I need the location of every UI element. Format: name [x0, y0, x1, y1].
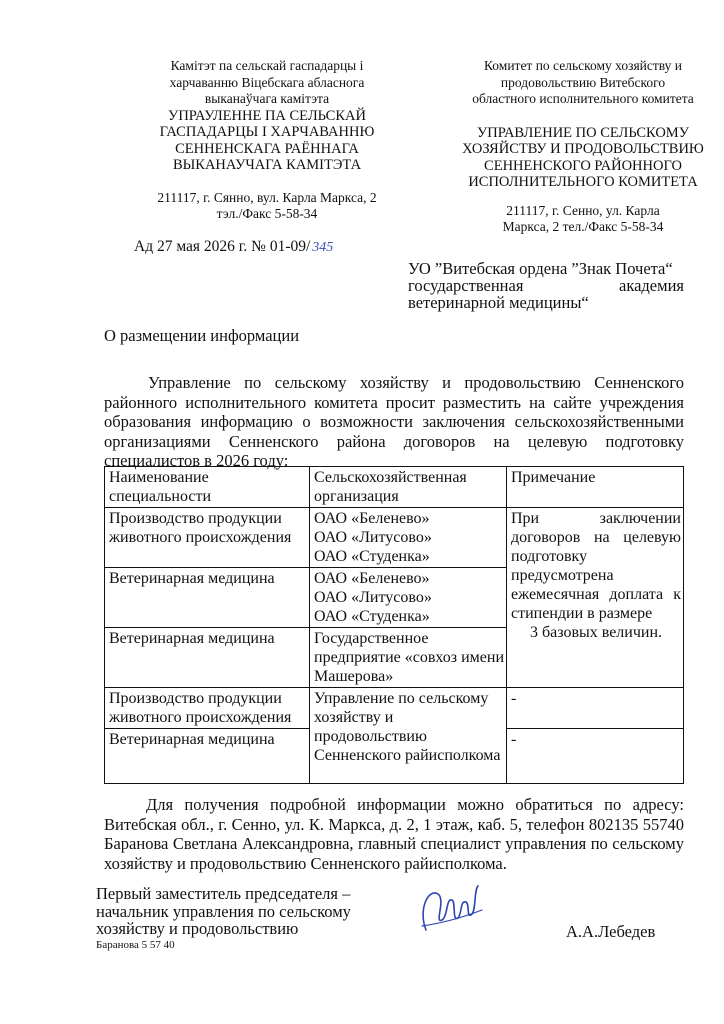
table-row	[105, 508, 684, 568]
recipient-line: УО ”Витебская ордена ”Знак Почета“	[408, 259, 673, 278]
left-letterhead	[132, 58, 402, 223]
organization-name: ОАО «Беленево»	[314, 570, 430, 587]
left-header-line: Камітэт па сельскай гаспадарцы і	[170, 58, 364, 73]
note-text: 3 базовых величин.	[529, 624, 663, 641]
specialty-cell: Производство продукции животного происхождения	[105, 688, 310, 729]
signer-name: А.А.Лебедев	[566, 922, 656, 941]
left-header-phone: тэл./Факс 5-58-34	[216, 206, 318, 221]
outgoing-number-text: Ад 27 мая 2026 г. № 01-09/	[134, 238, 311, 255]
outgoing-number	[134, 238, 333, 256]
left-header-upper: СЕННЕНСКАГА РАЁННАГА	[175, 140, 359, 157]
header-spacer	[438, 108, 724, 125]
intro-paragraph: Управление по сельскому хозяйству и продовольствию Сенненского районного исполнительного комитета просит разместить на сайте учреждения образования информацию о возможности заключения сельскохозяйственными организациями Сенненского района договоров на целевую подготовку специалистов в 2026 году:	[104, 373, 684, 470]
signer-line: хозяйству и продовольствию	[96, 919, 299, 938]
organization-name: ОАО «Литусово»	[314, 589, 432, 606]
specialty-cell: Ветеринарная медицина	[105, 729, 310, 784]
recipient-line: ветеринарной медицины“	[408, 293, 589, 312]
organization-cell	[310, 508, 507, 568]
right-header-line: Комитет по сельскому хозяйству и	[483, 58, 683, 73]
signer-title	[96, 885, 351, 938]
header-cell: Наименование специальности	[105, 467, 310, 508]
right-header-upper: ИСПОЛНИТЕЛЬНОГО КОМИТЕТА	[468, 174, 698, 190]
right-header-upper: СЕННЕНСКОГО РАЙОННОГО	[484, 157, 682, 174]
right-header-address: 211117, г. Сенно, ул. Карла	[506, 202, 660, 218]
organization-name: ОАО «Литусово»	[314, 529, 432, 546]
organization-name: ОАО «Беленево»	[314, 510, 430, 527]
right-header-upper: ХОЗЯЙСТВУ И ПРОДОВОЛЬСТВИЮ	[462, 141, 704, 157]
specialties-table	[104, 466, 684, 784]
recipient-word: академия	[619, 276, 684, 295]
contact-paragraph: Для получения подробной информации можно обратиться по адресу: Витебская обл., г. Сенно, ул. К. Маркса, д. 2, 1 этаж, каб. 5, телефон 802135 55740 Баранова Светлана Александровна, главный специалист управления по сельскому хозяйству и продовольствию Сенненского райисполкома.	[104, 795, 684, 873]
organization-name: ОАО «Студенка»	[314, 548, 430, 565]
specialty-cell: Ветеринарная медицина	[105, 568, 310, 628]
organization-cell: Государственное предприятие «совхоз имени Машерова»	[310, 628, 507, 688]
note-cell: -	[507, 688, 684, 729]
handwritten-number: 345	[312, 240, 334, 255]
header-cell: Примечание	[507, 467, 684, 508]
recipient-block	[408, 260, 684, 311]
left-header-address: 211117, г. Сянно, вул. Карла Маркса, 2	[157, 189, 377, 205]
signature-stroke	[423, 886, 478, 930]
organization-cell: Управление по сельскому хозяйству и продовольствию Сенненского райисполкома	[310, 688, 507, 784]
specialty-cell: Производство продукции животного происхождения	[105, 508, 310, 568]
note-cell: -	[507, 729, 684, 784]
right-header-phone: Маркса, 2 тел./Факс 5-58-34	[502, 219, 664, 234]
signer-line: начальник управления по сельскому	[96, 901, 351, 921]
organization-name: ОАО «Студенка»	[314, 608, 430, 625]
note-text: При заключении договоров на целевую подготовку предусмотрена ежемесячная доплата к стипендии в размере	[511, 510, 681, 622]
table-header-row	[105, 467, 684, 508]
header-cell: Сельскохозяйственная организация	[310, 467, 507, 508]
organization-cell	[310, 568, 507, 628]
right-header-upper: УПРАВЛЕНИЕ ПО СЕЛЬСКОМУ	[477, 124, 689, 141]
left-header-line: выканаўчага камітэта	[204, 91, 330, 106]
signer-line: Первый заместитель председателя –	[96, 884, 351, 903]
left-header-upper: УПРАУЛЕННЕ ПА СЕЛЬСКАЙ	[168, 107, 366, 124]
table-row	[105, 688, 684, 729]
left-header-upper: ВЫКАНАУЧАГА КАМІТЭТА	[172, 157, 362, 173]
left-header-line: харчаванню Віцебскага абласнога	[169, 74, 365, 90]
executor-note: Баранова 5 57 40	[96, 939, 175, 951]
specialty-cell: Ветеринарная медицина	[105, 628, 310, 688]
handwritten-signature	[416, 880, 486, 940]
right-header-line: продовольствию Витебского	[500, 74, 666, 90]
recipient-word: государственная	[408, 276, 524, 295]
right-letterhead	[438, 58, 724, 236]
note-cell	[507, 508, 684, 688]
right-header-line: областного исполнительного комитета	[472, 91, 694, 106]
letter-subject: О размещении информации	[104, 326, 300, 345]
recipient-line	[408, 277, 684, 294]
left-header-upper: ГАСПАДАРЦЫ І ХАРЧАВАННЮ	[159, 124, 375, 140]
